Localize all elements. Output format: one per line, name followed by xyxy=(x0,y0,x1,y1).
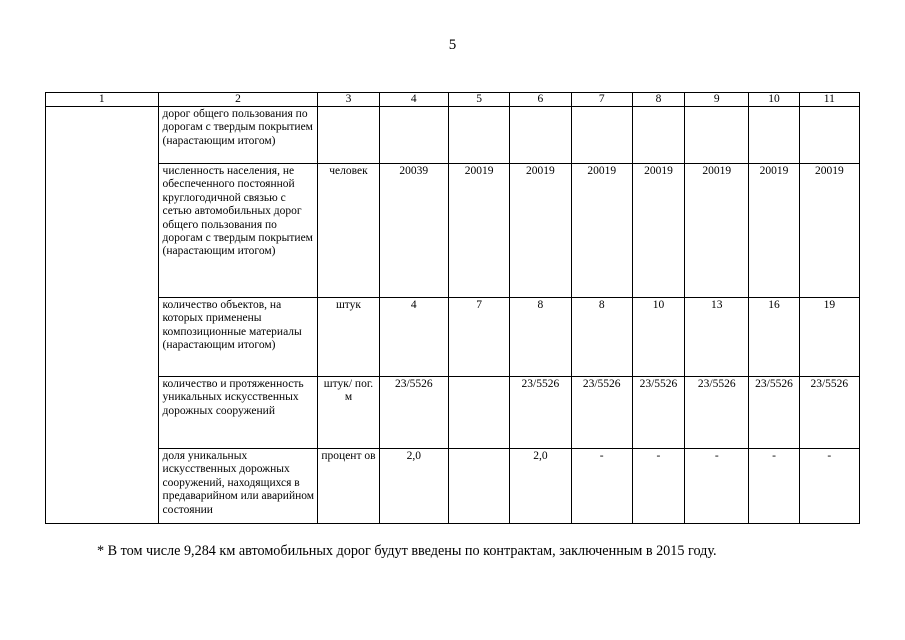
unit-cell xyxy=(318,107,379,164)
unit-cell: штук xyxy=(318,298,379,377)
value-cell xyxy=(632,107,684,164)
header-cell: 9 xyxy=(685,93,749,107)
header-cell: 11 xyxy=(799,93,859,107)
header-cell: 6 xyxy=(510,93,571,107)
indicator-description: дорог общего пользования по дорогам с твердым покрытием (нарастающим итогом) xyxy=(158,107,318,164)
value-cell: 16 xyxy=(749,298,799,377)
value-cell: 23/5526 xyxy=(571,377,632,449)
header-cell: 7 xyxy=(571,93,632,107)
value-cell xyxy=(571,107,632,164)
header-cell: 3 xyxy=(318,93,379,107)
table-row xyxy=(46,164,860,298)
value-cell: 4 xyxy=(379,298,448,377)
value-cell: 23/5526 xyxy=(379,377,448,449)
header-cell: 8 xyxy=(632,93,684,107)
value-cell: 20019 xyxy=(632,164,684,298)
footnote: * В том числе 9,284 км автомобильных дорог будут введены по контрактам, заключенным в 2015 году. xyxy=(97,543,717,559)
header-row xyxy=(46,93,860,107)
unit-cell: процент ов xyxy=(318,449,379,524)
header-cell: 5 xyxy=(448,93,509,107)
value-cell: 20019 xyxy=(685,164,749,298)
indicator-description: количество объектов, на которых применены композиционные материалы (нарастающим итогом) xyxy=(158,298,318,377)
page-number: 5 xyxy=(448,37,457,53)
indicator-description: доля уникальных искусственных дорожных сооружений, находящихся в предаварийном или аварийном состоянии xyxy=(158,449,318,524)
value-cell xyxy=(749,107,799,164)
value-cell xyxy=(510,107,571,164)
value-cell xyxy=(379,107,448,164)
table-row xyxy=(46,377,860,449)
value-cell: 23/5526 xyxy=(749,377,799,449)
header-cell: 4 xyxy=(379,93,448,107)
unit-cell: человек xyxy=(318,164,379,298)
value-cell: 2,0 xyxy=(510,449,571,524)
table-row xyxy=(46,107,860,164)
value-cell: - xyxy=(571,449,632,524)
table-row xyxy=(46,449,860,524)
value-cell: 7 xyxy=(448,298,509,377)
value-cell: 10 xyxy=(632,298,684,377)
value-cell: 2,0 xyxy=(379,449,448,524)
value-cell: 20039 xyxy=(379,164,448,298)
value-cell xyxy=(448,449,509,524)
header-cell: 2 xyxy=(158,93,318,107)
value-cell: 20019 xyxy=(448,164,509,298)
header-cell: 10 xyxy=(749,93,799,107)
value-cell: 23/5526 xyxy=(510,377,571,449)
table-row xyxy=(46,298,860,377)
value-cell: 8 xyxy=(571,298,632,377)
value-cell: 13 xyxy=(685,298,749,377)
value-cell: 8 xyxy=(510,298,571,377)
value-cell: 23/5526 xyxy=(685,377,749,449)
value-cell xyxy=(448,107,509,164)
value-cell: 20019 xyxy=(799,164,859,298)
merged-column-1-cell xyxy=(46,107,159,524)
value-cell: 20019 xyxy=(510,164,571,298)
value-cell xyxy=(799,107,859,164)
value-cell xyxy=(685,107,749,164)
unit-cell: штук/ пог. м xyxy=(318,377,379,449)
value-cell: 19 xyxy=(799,298,859,377)
value-cell: 20019 xyxy=(571,164,632,298)
indicator-description: количество и протяженность уникальных искусственных дорожных сооружений xyxy=(158,377,318,449)
indicator-description: численность населения, не обеспеченного постоянной круглогодичной связью с сетью автомобильных дорог общего пользования по дорогам с твердым покрытием (нарастающим итогом) xyxy=(158,164,318,298)
value-cell: 23/5526 xyxy=(632,377,684,449)
value-cell: - xyxy=(632,449,684,524)
value-cell: 23/5526 xyxy=(799,377,859,449)
indicators-table xyxy=(45,92,860,524)
value-cell xyxy=(448,377,509,449)
value-cell: - xyxy=(749,449,799,524)
header-cell: 1 xyxy=(46,93,159,107)
value-cell: 20019 xyxy=(749,164,799,298)
value-cell: - xyxy=(799,449,859,524)
value-cell: - xyxy=(685,449,749,524)
